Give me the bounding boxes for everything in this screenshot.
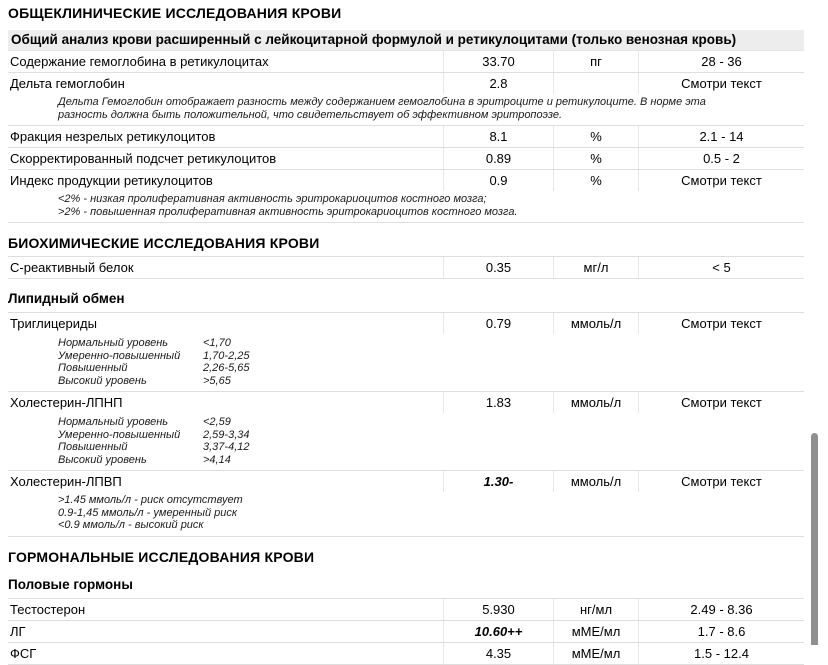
table-entry — [8, 257, 804, 279]
result-row — [8, 313, 804, 334]
unit-cell — [553, 643, 638, 664]
note-pairs-block — [8, 334, 804, 391]
range-cell-text: Смотри текст — [681, 76, 762, 91]
note-pairs-block — [8, 413, 804, 470]
range-cell-text: 1.7 - 8.6 — [697, 623, 746, 639]
note-pair-value: 1,70-2,25 — [203, 349, 250, 362]
table-entry — [8, 170, 804, 223]
note-pair-row — [58, 416, 804, 429]
table-entry — [8, 313, 804, 392]
range-cell-text: 28 - 36 — [701, 54, 742, 69]
test-name-cell — [8, 621, 443, 642]
value-cell-text: 5.930 — [482, 601, 515, 617]
unit-cell-text: % — [590, 173, 602, 188]
test-name-cell — [8, 599, 443, 620]
test-name-cell — [8, 392, 443, 413]
unit-cell — [553, 73, 638, 94]
unit-cell-text: пг — [590, 54, 602, 69]
test-name-cell-text: ФСГ — [10, 645, 37, 661]
value-cell-text: 10.60++ — [474, 623, 523, 639]
value-cell-text: 0.89 — [485, 151, 512, 166]
note-pair-row — [58, 454, 804, 467]
table-entry — [8, 471, 804, 537]
section-title: ГОРМОНАЛЬНЫЕ ИССЛЕДОВАНИЯ КРОВИ — [8, 548, 315, 565]
result-row — [8, 643, 804, 664]
unit-cell-text: мМЕ/мл — [571, 623, 621, 639]
range-cell-text: 1.5 - 12.4 — [694, 645, 749, 661]
range-cell — [638, 599, 804, 620]
note-line: >2% - повышенная пролиферативная активность эритрокариоцитов костного мозга. — [58, 205, 518, 218]
results-table — [8, 312, 804, 537]
note-line: 0.9-1,45 ммоль/л - умеренный риск — [58, 506, 238, 519]
note-pair-label: Нормальный уровень — [58, 337, 169, 349]
range-cell — [638, 170, 804, 191]
test-name-cell — [8, 313, 443, 334]
note-pair-label: Повышенный — [58, 441, 128, 453]
table-entry — [8, 392, 804, 471]
value-cell-text: 33.70 — [482, 54, 515, 69]
notes-block — [8, 94, 804, 125]
table-entry — [8, 599, 804, 621]
note-pair-value: <2,59 — [203, 416, 231, 428]
test-name-cell — [8, 257, 443, 278]
unit-cell-text: ммоль/л — [570, 474, 622, 489]
report-body — [8, 5, 804, 665]
results-table — [8, 598, 804, 665]
note-pair-label: Умеренно-повышенный — [58, 428, 181, 441]
result-row — [8, 126, 804, 147]
note-line: Дельта Гемоглобин отображает разность между содержанием гемоглобина в эритроците и ретикулоците. В норме эта разность должна быть положительной, что свидетельствует об эффективном эритропоэзе. — [58, 96, 706, 121]
value-cell-text: 1.30- — [483, 474, 514, 489]
test-name-cell-text: С-реактивный белок — [10, 260, 134, 275]
result-row — [8, 51, 804, 72]
value-cell — [443, 599, 553, 620]
unit-cell-text: нг/мл — [579, 601, 613, 617]
note-pair-value: 3,37-4,12 — [203, 441, 250, 453]
value-cell — [443, 621, 553, 642]
test-name-cell — [8, 51, 443, 72]
range-cell-text: Смотри текст — [681, 316, 762, 331]
value-cell — [443, 643, 553, 664]
test-name-cell-text: ЛГ — [10, 623, 26, 639]
range-cell-text: 0.5 - 2 — [703, 151, 740, 166]
section — [8, 5, 804, 223]
section-title: ОБЩЕКЛИНИЧЕСКИЕ ИССЛЕДОВАНИЯ КРОВИ — [8, 5, 342, 21]
test-name-cell — [8, 643, 443, 664]
unit-cell-text: % — [590, 129, 602, 144]
result-row — [8, 170, 804, 191]
range-cell — [638, 51, 804, 72]
results-table — [8, 50, 804, 223]
result-row — [8, 73, 804, 94]
test-name-cell — [8, 170, 443, 191]
unit-cell — [553, 599, 638, 620]
note-pair-label: Умеренно-повышенный — [58, 349, 181, 362]
unit-cell-text: мМЕ/мл — [571, 645, 621, 661]
unit-cell — [553, 392, 638, 413]
results-table — [8, 256, 804, 279]
result-row — [8, 148, 804, 169]
test-name-cell — [8, 148, 443, 169]
note-pair-row — [58, 429, 804, 442]
test-name-cell — [8, 126, 443, 147]
value-cell-text: 1.83 — [485, 395, 512, 410]
value-cell-text: 0.35 — [485, 260, 512, 275]
unit-cell — [553, 313, 638, 334]
range-cell — [638, 643, 804, 664]
subheading: Липидный обмен — [8, 291, 125, 306]
range-cell — [638, 621, 804, 642]
result-row — [8, 257, 804, 278]
range-cell — [638, 313, 804, 334]
note-line: <2% - низкая пролиферативная активность эритрокариоцитов костного мозга; — [58, 193, 487, 205]
unit-cell — [553, 257, 638, 278]
test-name-cell-text: Холестерин-ЛПНП — [10, 395, 123, 410]
note-line: <0.9 ммоль/л - высокий риск — [58, 519, 204, 531]
test-name-cell-text: Индекс продукции ретикулоцитов — [10, 173, 213, 188]
note-pair-value: 2,59-3,34 — [203, 428, 250, 441]
note-pair-row — [58, 375, 804, 388]
note-pair-row — [58, 441, 804, 454]
section — [8, 235, 804, 537]
result-row — [8, 599, 804, 620]
note-pair-value: <1,70 — [203, 337, 231, 349]
table-entry — [8, 621, 804, 643]
note-pair-value: >4,14 — [203, 453, 231, 466]
value-cell — [443, 170, 553, 191]
test-name-cell-text: Триглицериды — [10, 316, 97, 331]
unit-cell-text: % — [590, 151, 602, 166]
section — [8, 549, 804, 665]
note-pair-value: >5,65 — [203, 374, 231, 387]
table-entry — [8, 73, 804, 126]
range-cell — [638, 392, 804, 413]
test-name-cell — [8, 73, 443, 94]
test-name-cell-text: Фракция незрелых ретикулоцитов — [10, 129, 216, 144]
value-cell-text: 0.79 — [485, 316, 512, 331]
notes-block — [8, 191, 804, 222]
value-cell-text: 8.1 — [489, 129, 508, 144]
range-cell — [638, 73, 804, 94]
range-cell-text: 2.49 - 8.36 — [690, 601, 753, 617]
result-row — [8, 471, 804, 492]
section-title: БИОХИМИЧЕСКИЕ ИССЛЕДОВАНИЯ КРОВИ — [8, 235, 320, 251]
table-entry — [8, 148, 804, 170]
range-cell-text: 2.1 - 14 — [699, 129, 744, 144]
range-cell-text: Смотри текст — [681, 395, 762, 410]
table-entry — [8, 126, 804, 148]
value-cell — [443, 51, 553, 72]
result-row — [8, 621, 804, 642]
note-pair-row — [58, 337, 804, 350]
test-name-cell-text: Холестерин-ЛПВП — [10, 474, 122, 489]
note-pair-row — [58, 362, 804, 375]
unit-cell — [553, 148, 638, 169]
value-cell — [443, 257, 553, 278]
value-cell — [443, 471, 553, 492]
test-name-cell — [8, 471, 443, 492]
unit-cell-text: ммоль/л — [570, 395, 622, 410]
table-entry — [8, 51, 804, 73]
note-pair-label: Высокий уровень — [58, 453, 147, 466]
note-pair-row — [58, 350, 804, 363]
note-pair-label: Высокий уровень — [58, 374, 147, 387]
test-name-cell-text: Тестостерон — [10, 601, 86, 617]
group-banner: Общий анализ крови расширенный с лейкоцитарной формулой и ретикулоцитами (только венозная кровь) — [8, 30, 804, 50]
unit-cell — [553, 621, 638, 642]
value-cell — [443, 126, 553, 147]
unit-cell — [553, 126, 638, 147]
unit-cell — [553, 471, 638, 492]
notes-block — [8, 492, 804, 536]
value-cell — [443, 148, 553, 169]
test-name-cell-text: Дельта гемоглобин — [10, 76, 125, 91]
note-pair-value: 2,26-5,65 — [203, 362, 250, 374]
value-cell — [443, 392, 553, 413]
value-cell — [443, 313, 553, 334]
test-name-cell-text: Содержание гемоглобина в ретикулоцитах — [10, 54, 269, 69]
range-cell-text: < 5 — [712, 260, 731, 275]
note-line: >1.45 ммоль/л - риск отсутствует — [58, 494, 243, 506]
unit-cell-text: ммоль/л — [570, 316, 622, 331]
range-cell-text: Смотри текст — [681, 474, 762, 489]
unit-cell-text: мг/л — [583, 260, 609, 275]
note-pair-label: Повышенный — [58, 362, 128, 374]
table-entry — [8, 643, 804, 665]
range-cell — [638, 126, 804, 147]
scrollbar-thumb[interactable] — [811, 433, 818, 645]
unit-cell — [553, 170, 638, 191]
note-pair-label: Нормальный уровень — [58, 416, 169, 428]
result-row — [8, 392, 804, 413]
subheading: Половые гормоны — [8, 576, 133, 592]
test-name-cell-text: Скорректированный подсчет ретикулоцитов — [10, 151, 277, 166]
range-cell — [638, 148, 804, 169]
range-cell — [638, 257, 804, 278]
range-cell-text: Смотри текст — [681, 173, 762, 188]
value-cell-text: 4.35 — [485, 645, 512, 661]
value-cell — [443, 73, 553, 94]
value-cell-text: 2.8 — [489, 76, 508, 91]
value-cell-text: 0.9 — [489, 173, 508, 188]
range-cell — [638, 471, 804, 492]
unit-cell — [553, 51, 638, 72]
